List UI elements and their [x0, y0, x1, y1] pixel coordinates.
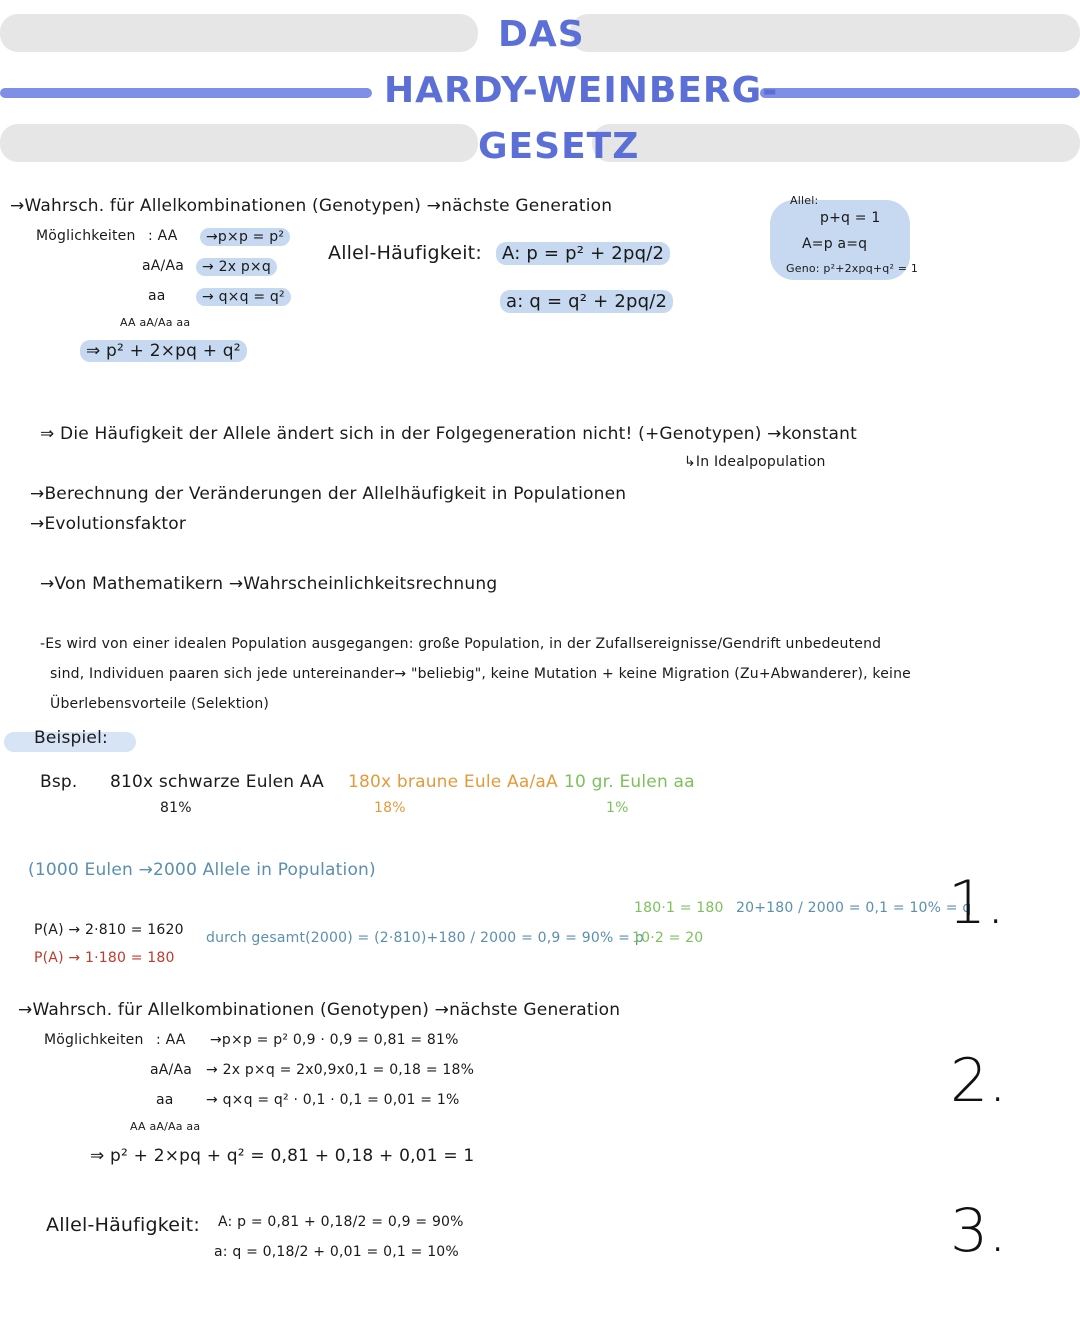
- title-line-left: [0, 88, 372, 98]
- section2-row1-genotype: : AA: [156, 1032, 186, 1048]
- title-band-top-left: [0, 14, 478, 52]
- example-population: (1000 Eulen →2000 Allele in Population): [28, 860, 376, 880]
- example-pA1: P(A) → 2·810 = 1620: [34, 922, 184, 938]
- section1-heading: →Wahrsch. für Allelkombinationen (Genotypen) →nächste Generation: [10, 196, 613, 216]
- section1-allele-freq-label: Allel-Häufigkeit:: [328, 242, 482, 264]
- section1-row3-genotype: aa: [148, 288, 166, 304]
- section2-row3-genotype: aa: [156, 1092, 174, 1108]
- assumptions-line2: sind, Individuen paaren sich jede untereinander→ "beliebig", keine Mutation + keine Migration (Zu+Abwanderer), keine: [50, 666, 911, 682]
- example-green: 10 gr. Eulen aa: [564, 772, 695, 792]
- example-green-pct: 1%: [606, 800, 629, 816]
- assumptions-line3: Überlebensvorteile (Selektion): [50, 696, 270, 712]
- section1-possibilities: Möglichkeiten: [36, 228, 136, 244]
- step-number-3: 3.: [950, 1196, 1008, 1266]
- step-number-2: 2.: [950, 1046, 1008, 1116]
- section1-allele-a: a: q = q² + 2pq/2: [500, 290, 673, 313]
- conclusion-line1: ⇒ Die Häufigkeit der Allele ändert sich in der Folgegeneration nicht! (+Genotypen) →konstant: [40, 424, 858, 444]
- section2-row3-formula: → q×q = q² · 0,1 · 0,1 = 0,01 = 1%: [206, 1092, 460, 1108]
- example-heading: Beispiel:: [34, 728, 108, 748]
- example-black: 810x schwarze Eulen AA: [110, 772, 324, 792]
- section1-row3-formula: → q×q = q²: [196, 288, 291, 306]
- assumptions-line1: -Es wird von einer idealen Population ausgegangen: große Population, in der Zufallsereignisse/Gendrift unbedeutend: [40, 636, 882, 652]
- section1-row1-formula: →p×p = p²: [200, 228, 290, 246]
- title-das: DAS: [498, 14, 585, 55]
- title-gesetz: GESETZ: [478, 126, 640, 167]
- example-through: durch gesamt(2000) = (2·810)+180 / 2000 = 0,9 = 90% = p: [206, 930, 644, 946]
- section1-row1-genotype: : AA: [148, 228, 178, 244]
- example-right2: 10·2 = 20: [632, 930, 704, 946]
- conclusion-line4: →Evolutionsfaktor: [30, 514, 187, 534]
- section1-row2-genotype: aA/Aa: [142, 258, 185, 274]
- section2-row2-genotype: aA/Aa: [150, 1062, 193, 1078]
- title-band-bottom-left: [0, 124, 478, 162]
- sidebox-label: Allel:: [790, 194, 819, 207]
- title-hardy-weinberg: HARDY-WEINBERG-: [384, 70, 779, 111]
- section2-a-line: a: q = 0,18/2 + 0,01 = 0,1 = 10%: [214, 1244, 459, 1260]
- title-band-bottom-right: [592, 124, 1080, 162]
- section1-sum-labels: AA aA/Aa aa: [120, 316, 191, 329]
- section2-row2-formula: → 2x p×q = 2x0,9x0,1 = 0,18 = 18%: [206, 1062, 475, 1078]
- sidebox-line2: A=p a=q: [802, 236, 868, 252]
- example-right3: 20+180 / 2000 = 0,1 = 10% = q: [736, 900, 972, 916]
- sidebox-line1: p+q = 1: [820, 210, 881, 226]
- conclusion-line2: ↳In Idealpopulation: [684, 454, 826, 470]
- example-right1: 180·1 = 180: [634, 900, 724, 916]
- example-brown-pct: 18%: [374, 800, 406, 816]
- conclusion-line3: →Berechnung der Veränderungen der Allelhäufigkeit in Populationen: [30, 484, 627, 504]
- section2-row1-formula: →p×p = p² 0,9 · 0,9 = 0,81 = 81%: [210, 1032, 459, 1048]
- section2-allele-label: Allel-Häufigkeit:: [46, 1214, 200, 1236]
- section2-sum-formula: ⇒ p² + 2×pq + q² = 0,81 + 0,18 + 0,01 = 1: [90, 1146, 475, 1166]
- example-pA2: P(A) → 1·180 = 180: [34, 950, 175, 966]
- section1-allele-A: A: p = p² + 2pq/2: [496, 242, 670, 265]
- title-line-right: [760, 88, 1080, 98]
- section2-possibilities: Möglichkeiten: [44, 1032, 144, 1048]
- section2-A-line: A: p = 0,81 + 0,18/2 = 0,9 = 90%: [218, 1214, 464, 1230]
- step-number-1: 1.: [948, 868, 1006, 938]
- section1-row2-formula: → 2x p×q: [196, 258, 277, 276]
- section2-heading: →Wahrsch. für Allelkombinationen (Genotypen) →nächste Generation: [18, 1000, 621, 1020]
- example-bsp: Bsp.: [40, 772, 78, 792]
- example-brown: 180x braune Eule Aa/aA: [348, 772, 558, 792]
- conclusion-line5: →Von Mathematikern →Wahrscheinlichkeitsrechnung: [40, 574, 498, 594]
- section1-sum-formula: ⇒ p² + 2×pq + q²: [80, 340, 247, 362]
- sidebox-line3: Geno: p²+2xpq+q² = 1: [786, 262, 919, 275]
- example-black-pct: 81%: [160, 800, 192, 816]
- title-band-top-right: [570, 14, 1080, 52]
- section2-sum-labels: AA aA/Aa aa: [130, 1120, 201, 1133]
